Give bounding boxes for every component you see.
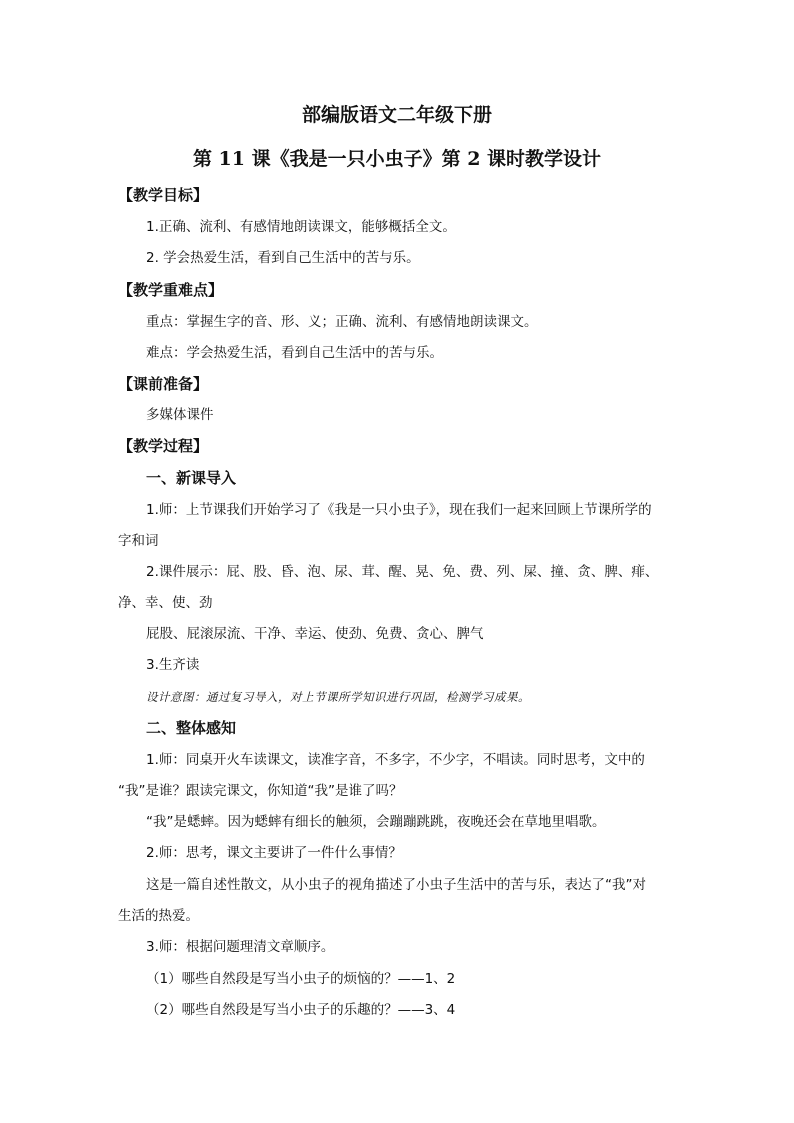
section-1-words: 屁股、屁滚尿流、干净、幸运、使劲、免费、贪心、脾气	[146, 626, 484, 642]
section-1-item-1-cont: 字和词	[118, 533, 159, 549]
section-1-item-1: 1.师：上节课我们开始学习了《我是一只小虫子》，现在我们一起来回顾上节课所学的	[146, 502, 652, 518]
section-1-item-2-cont: 净、幸、使、劲	[118, 595, 213, 611]
process-heading: 【教学过程】	[118, 437, 209, 455]
section-2-question-2: （2）哪些自然段是写当小虫子的乐趣的？——3、4	[146, 1002, 456, 1018]
section-1-item-2: 2.课件展示：屁、股、昏、泡、尿、茸、醒、晃、免、费、列、屎、撞、贪、脾、痱、	[146, 564, 659, 580]
document-title: 部编版语文二年级下册	[301, 104, 492, 126]
prep-text: 多媒体课件	[146, 407, 214, 423]
goal-1: 1.正确、流利、有感情地朗读课文，能够概括全文。	[146, 219, 456, 235]
section-2-item-3: 3.师：根据问题理清文章顺序。	[146, 939, 335, 955]
section-2-item-2-answer-cont: 生活的热爱。	[118, 908, 199, 924]
goals-heading: 【教学目标】	[118, 186, 209, 204]
section-2-item-1: 1.师：同桌开火车读课文，读准字音，不多字，不少字，不唱读。同时思考，文中的	[146, 752, 645, 768]
design-intent-note: 设计意图：通过复习导入，对上节课所学知识进行巩固，检测学习成果。	[146, 690, 530, 704]
section-2-item-1-cont: “我”是谁？跟读完课文，你知道“我”是谁了吗？	[118, 783, 403, 799]
section-2-item-2: 2.师：思考，课文主要讲了一件什么事情？	[146, 845, 402, 861]
goal-2: 2. 学会热爱生活，看到自己生活中的苦与乐。	[146, 250, 420, 266]
section-1-heading: 一、新课导入	[146, 469, 237, 487]
section-1-item-3: 3.生齐读	[146, 657, 200, 673]
prep-heading: 【课前准备】	[118, 375, 209, 393]
lesson-title: 第 11 课《我是一只小虫子》第 2 课时教学设计	[192, 148, 602, 170]
difficulty-text: 难点：学会热爱生活，看到自己生活中的苦与乐。	[146, 345, 443, 361]
section-2-heading: 二、整体感知	[146, 719, 237, 737]
section-2-item-1-answer: “我”是蟋蟀。因为蟋蟀有细长的触须，会蹦蹦跳跳，夜晚还会在草地里唱歌。	[146, 814, 606, 830]
keypoint-text: 重点：掌握生字的音、形、义；正确、流利、有感情地朗读课文。	[146, 314, 538, 330]
section-2-item-2-answer: 这是一篇自述性散文，从小虫子的视角描述了小虫子生活中的苦与乐，表达了“我”对	[146, 877, 646, 893]
keypoints-heading: 【教学重难点】	[118, 281, 224, 299]
section-2-question-1: （1）哪些自然段是写当小虫子的烦恼的？——1、2	[146, 971, 456, 987]
